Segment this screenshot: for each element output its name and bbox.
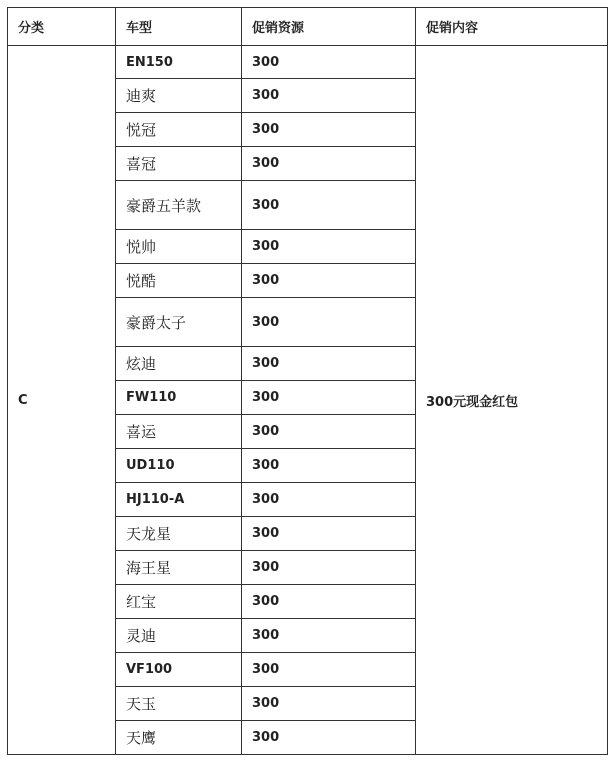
model-cell: 天龙星 [116,517,242,551]
header-content: 促销内容 [416,8,608,46]
model-cell: 悦冠 [116,113,242,147]
resource-cell: 300 [242,381,416,415]
model-cell: 悦酷 [116,264,242,298]
model-cell: 豪爵五羊款 [116,181,242,230]
resource-cell: 300 [242,687,416,721]
resource-cell: 300 [242,264,416,298]
model-cell: 喜冠 [116,147,242,181]
model-cell: UD110 [116,449,242,483]
resource-cell: 300 [242,347,416,381]
header-resource: 促销资源 [242,8,416,46]
header-row [8,8,608,46]
resource-cell: 300 [242,415,416,449]
model-cell: 迪爽 [116,79,242,113]
resource-cell: 300 [242,585,416,619]
promotion-table [7,7,608,755]
model-cell: 豪爵太子 [116,298,242,347]
model-cell: 炫迪 [116,347,242,381]
header-category: 分类 [8,8,116,46]
resource-cell: 300 [242,619,416,653]
model-cell: 灵迪 [116,619,242,653]
promotion-content-cell: 300元现金红包 [416,46,608,755]
model-cell: 红宝 [116,585,242,619]
model-cell: 悦帅 [116,230,242,264]
category-cell: C [8,46,116,755]
resource-cell: 300 [242,449,416,483]
resource-cell: 300 [242,230,416,264]
model-cell: 天鹰 [116,721,242,755]
resource-cell: 300 [242,79,416,113]
resource-cell: 300 [242,721,416,755]
model-cell: VF100 [116,653,242,687]
resource-cell: 300 [242,113,416,147]
model-cell: 海王星 [116,551,242,585]
model-cell: 喜运 [116,415,242,449]
resource-cell: 300 [242,653,416,687]
resource-cell: 300 [242,483,416,517]
resource-cell: 300 [242,517,416,551]
resource-cell: 300 [242,551,416,585]
model-cell: FW110 [116,381,242,415]
model-cell: EN150 [116,46,242,79]
resource-cell: 300 [242,147,416,181]
header-model: 车型 [116,8,242,46]
resource-cell: 300 [242,46,416,79]
resource-cell: 300 [242,181,416,230]
resource-cell: 300 [242,298,416,347]
table-row [8,46,608,79]
model-cell: 天玉 [116,687,242,721]
model-cell: HJ110-A [116,483,242,517]
